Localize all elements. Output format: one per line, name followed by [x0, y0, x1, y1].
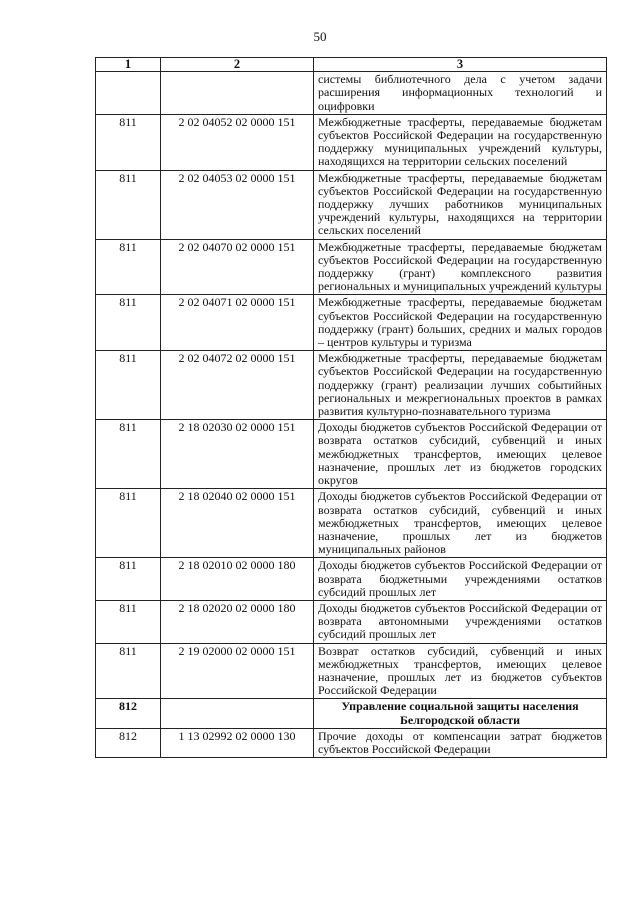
table-row: [96, 295, 607, 351]
description-cell: Межбюджетные трасферты, передаваемые бюджетам субъектов Российской Федерации на государственную поддержку (грант) комплексного развития региональных и муниципальных учреждений культуры: [314, 239, 607, 295]
budget-code-cell: 2 18 02040 02 0000 151: [161, 489, 314, 558]
description-cell: Межбюджетные трасферты, передаваемые бюджетам субъектов Российской Федерации на государственную поддержку муниципальных учреждений культуры, находящихся на территории сельских поселений: [314, 114, 607, 170]
budget-code-cell: 2 02 04072 02 0000 151: [161, 351, 314, 420]
section-budget-code-cell: [161, 699, 314, 728]
description-cell: Доходы бюджетов субъектов Российской Федерации от возврата остатков субсидий, субвенций и иных межбюджетных трансфертов, имеющих целевое назначение, прошлых лет из бюджетов муниципальных районов: [314, 489, 607, 558]
budget-code-cell: [161, 72, 314, 115]
description-cell: Межбюджетные трасферты, передаваемые бюджетам субъектов Российской Федерации на государственную поддержку лучших работников муниципальных учреждений культуры, находящихся на территории сельских поселений: [314, 170, 607, 239]
table-row: [96, 643, 607, 699]
section-code-cell: 812: [96, 699, 161, 728]
budget-code-cell: 2 18 02030 02 0000 151: [161, 420, 314, 489]
budget-code-cell: 2 02 04070 02 0000 151: [161, 239, 314, 295]
budget-code-cell: 2 19 02000 02 0000 151: [161, 643, 314, 699]
table-header-row: [96, 58, 607, 72]
table-row: [96, 170, 607, 239]
description-cell: Межбюджетные трасферты, передаваемые бюджетам субъектов Российской Федерации на государственную поддержку (грант) реализации лучших событийных региональных и межрегиональных проектов в рамках развития культурно-познавательного туризма: [314, 351, 607, 420]
table-row: [96, 728, 607, 757]
description-cell: Межбюджетные трасферты, передаваемые бюджетам субъектов Российской Федерации на государственную поддержку (грант) больших, средних и малых городов – центров культуры и туризма: [314, 295, 607, 351]
admin-code-cell: 811: [96, 170, 161, 239]
header-col-3: 3: [314, 58, 607, 72]
admin-code-cell: 811: [96, 351, 161, 420]
budget-code-cell: 2 02 04053 02 0000 151: [161, 170, 314, 239]
admin-code-cell: 811: [96, 489, 161, 558]
admin-code-cell: 811: [96, 295, 161, 351]
description-cell: Доходы бюджетов субъектов Российской Федерации от возврата бюджетными учреждениями остатков субсидий прошлых лет: [314, 558, 607, 601]
table-row: [96, 239, 607, 295]
budget-code-cell: 2 18 02020 02 0000 180: [161, 600, 314, 643]
header-col-1: 1: [96, 58, 161, 72]
table-row: [96, 72, 607, 115]
description-cell: Доходы бюджетов субъектов Российской Федерации от возврата автономными учреждениями остатков субсидий прошлых лет: [314, 600, 607, 643]
section-title-cell: Управление социальной защиты населения Белгородской области: [314, 699, 607, 728]
admin-code-cell: 811: [96, 239, 161, 295]
admin-code-cell: 811: [96, 420, 161, 489]
admin-code-cell: 811: [96, 600, 161, 643]
description-cell: Возврат остатков субсидий, субвенций и иных межбюджетных трансфертов, имеющих целевое назначение, прошлых лет из бюджетов субъектов Российской Федерации: [314, 643, 607, 699]
budget-code-cell: 2 02 04071 02 0000 151: [161, 295, 314, 351]
admin-code-cell: [96, 72, 161, 115]
admin-code-cell: 811: [96, 643, 161, 699]
description-cell: Доходы бюджетов субъектов Российской Федерации от возврата остатков субсидий, субвенций и иных межбюджетных трансфертов, имеющих целевое назначение, прошлых лет из бюджетов городских округов: [314, 420, 607, 489]
revenue-codes-table: [95, 57, 607, 758]
admin-code-cell: 811: [96, 558, 161, 601]
section-header-row: [96, 699, 607, 728]
table-row: [96, 420, 607, 489]
header-col-2: 2: [161, 58, 314, 72]
budget-code-cell: 1 13 02992 02 0000 130: [161, 728, 314, 757]
budget-code-cell: 2 18 02010 02 0000 180: [161, 558, 314, 601]
admin-code-cell: 812: [96, 728, 161, 757]
description-cell: Прочие доходы от компенсации затрат бюджетов субъектов Российской Федерации: [314, 728, 607, 757]
table-row: [96, 489, 607, 558]
page-number: 50: [313, 29, 327, 44]
table-row: [96, 558, 607, 601]
description-cell: системы библиотечного дела с учетом задачи расширения информационных технологий и оцифровки: [314, 72, 607, 115]
table-row: [96, 114, 607, 170]
admin-code-cell: 811: [96, 114, 161, 170]
table-row: [96, 600, 607, 643]
table-row: [96, 351, 607, 420]
budget-code-cell: 2 02 04052 02 0000 151: [161, 114, 314, 170]
